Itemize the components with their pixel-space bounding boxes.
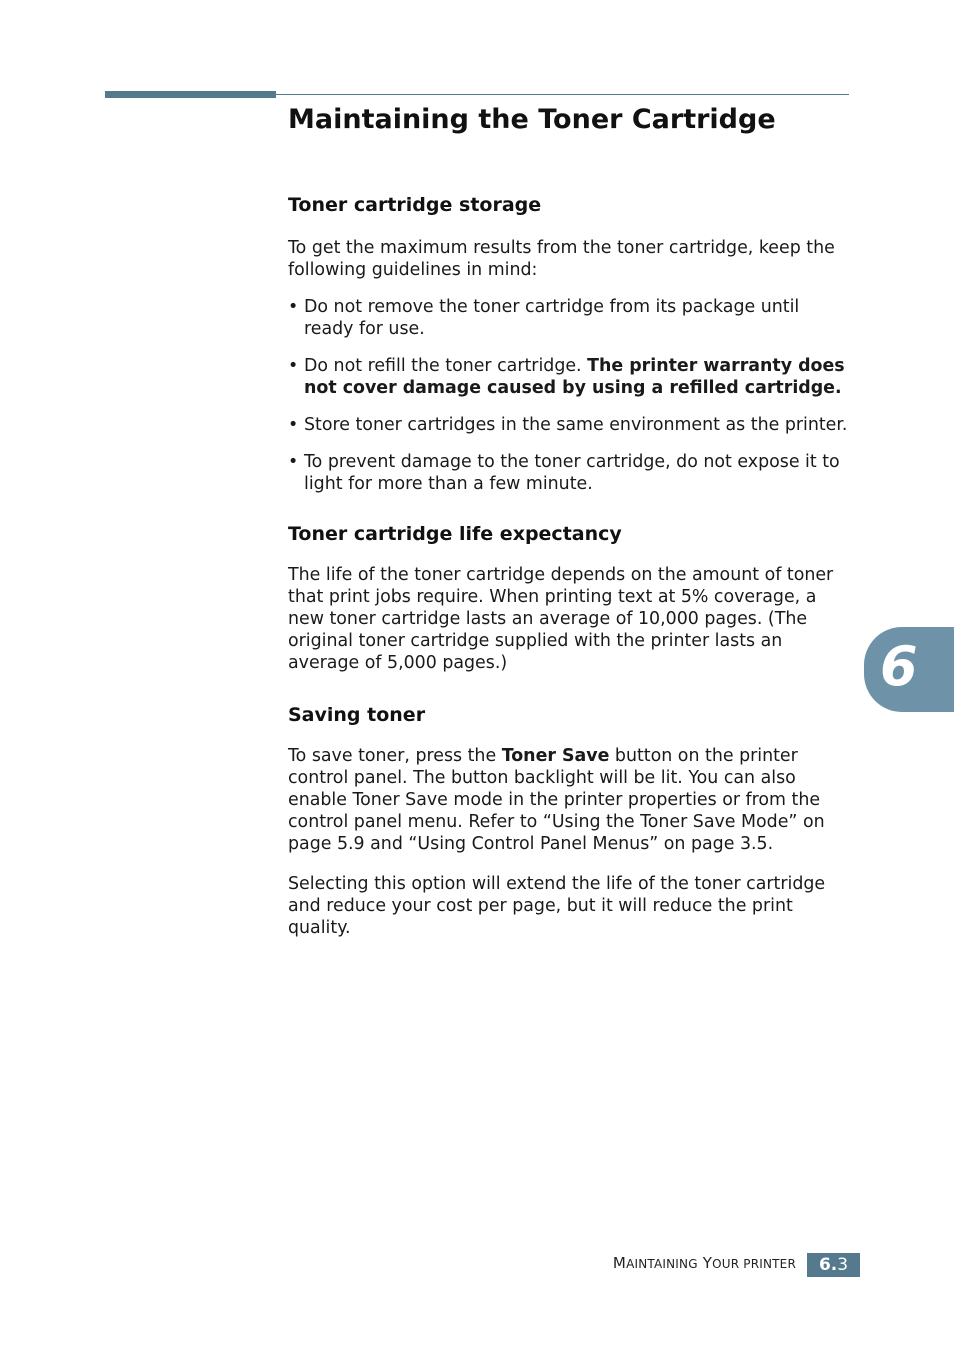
footer-initial: Y <box>702 1254 713 1272</box>
list-item <box>288 414 850 436</box>
saving-paragraph-2: Selecting this option will extend the life of the toner cartridge and reduce your cost per page, but it will reduce the print quality. <box>288 874 826 938</box>
section-heading-storage: Toner cartridge storage <box>288 194 542 216</box>
life-body: The life of the toner cartridge depends on the amount of toner that print jobs require. When printing text at 5% coverage, a new toner cartridge lasts an average of 10,000 pages. (The original toner cartridge supplied with the printer lasts an average of 5,000 pages.) <box>288 565 834 673</box>
bullet-icon: • <box>288 297 299 317</box>
page-chapter: 6. <box>818 1255 838 1275</box>
toner-save-label: Toner Save <box>501 746 610 766</box>
list-item-text: Do not remove the toner cartridge from its package until ready for use. <box>304 297 800 339</box>
list-item-text: Store toner cartridges in the same environment as the printer. <box>304 415 848 435</box>
section-heading-life: Toner cartridge life expectancy <box>288 523 622 545</box>
page-title: Maintaining the Toner Cartridge <box>288 104 776 135</box>
page-number: 3 <box>837 1255 849 1275</box>
list-item-text: To prevent damage to the toner cartridge, do not expose it to light for more than a few minute. <box>304 452 840 494</box>
main-content <box>288 100 850 939</box>
bullet-icon: • <box>288 452 299 472</box>
bullet-icon: • <box>288 356 299 376</box>
header-rule-thin <box>105 94 849 95</box>
footer-chapter-title <box>613 1254 796 1272</box>
footer-word: AINTAINING <box>626 1257 698 1271</box>
bullet-icon: • <box>288 415 299 435</box>
saving-text-after: button on the printer control panel. The button backlight will be lit. You can also enable Toner Save mode in the printer properties or from the control panel menu. Refer to “Using the Toner Save Mode” on page 5.9 and “Using Control Panel Menus” on page 3.5. <box>288 746 825 854</box>
list-item <box>288 451 850 495</box>
footer-initial: M <box>612 1254 627 1272</box>
list-item-text: Do not refill the toner cartridge. <box>304 356 582 376</box>
storage-intro: To get the maximum results from the toner cartridge, keep the following guidelines in mind: <box>288 238 835 280</box>
storage-guidelines-list <box>288 296 850 495</box>
list-item <box>288 296 850 340</box>
chapter-tab-number: 6 <box>880 635 918 698</box>
saving-text-before: To save toner, press the <box>288 746 497 766</box>
page-number-badge <box>807 1253 860 1277</box>
saving-paragraph-1 <box>288 745 850 855</box>
list-item <box>288 355 850 399</box>
warranty-warning: The printer warranty does not cover damage caused by using a refilled cartridge. <box>304 356 845 398</box>
footer-word: OUR PRINTER <box>712 1257 796 1271</box>
section-heading-saving: Saving toner <box>288 704 426 726</box>
